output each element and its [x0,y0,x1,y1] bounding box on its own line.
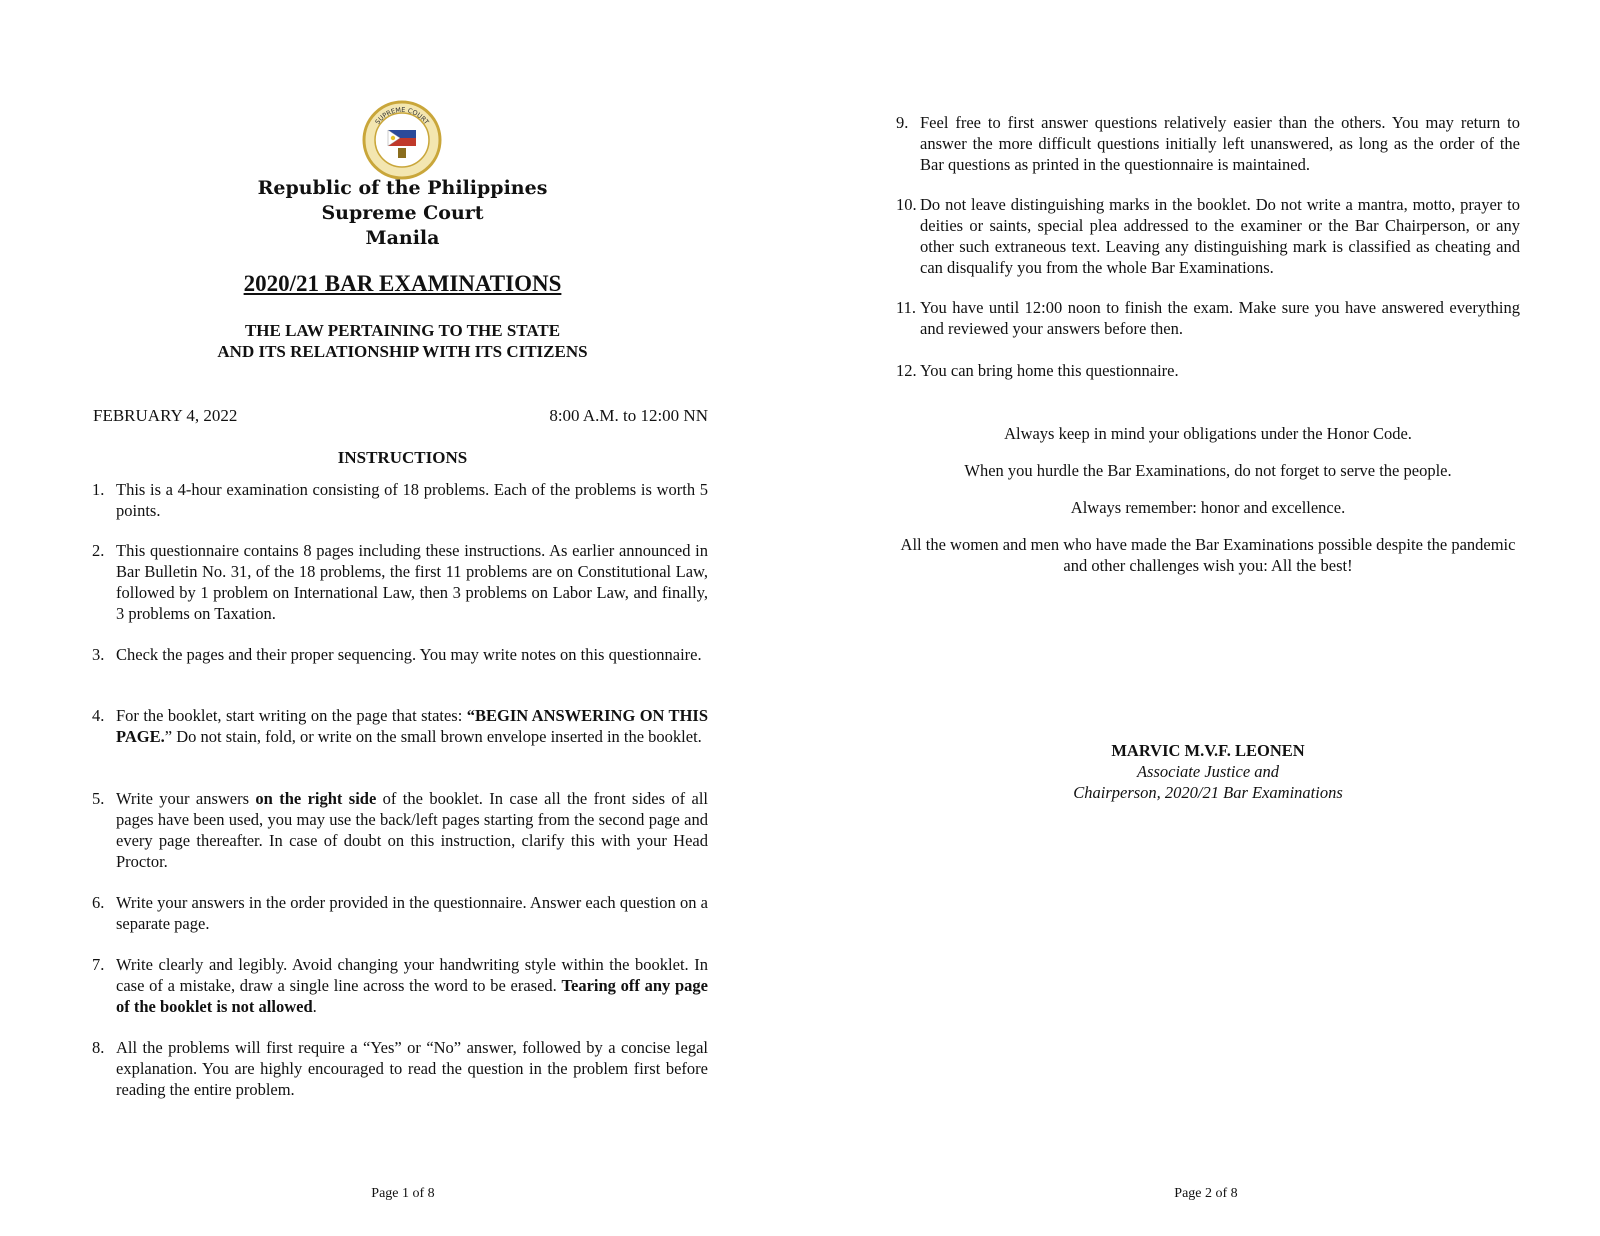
instruction-item [896,297,1520,339]
subject-line-1: THE LAW PERTAINING TO THE STATE [244,321,561,340]
item-text [116,788,708,872]
item-number: 4. [92,706,105,725]
item-number: 1. [92,480,105,499]
item-number: 7. [92,955,105,974]
item-text: This is a 4-hour examination consisting of 18 problems. Each of the problems is worth 5 points. [116,480,708,520]
item-number: 5. [92,789,105,808]
instruction-item [92,705,708,747]
instruction-item [92,540,708,624]
letterhead-country: Republic of the Philippines [257,177,548,199]
item-number: 6. [92,893,105,912]
item-number: 3. [92,645,105,664]
instruction-item [92,479,708,521]
exam-title: 2020/21 BAR EXAMINATIONS [243,271,562,296]
letterhead-court: Supreme Court [321,202,484,224]
item-text: Do not leave distinguishing marks in the booklet. Do not write a mantra, motto, prayer to deities or saints, special plea addressed to the examiner or the Bar Chairperson, or any other such extraneous text. Leaving any distinguishing mark is classified as cheating and can disqualify you from the whole Bar Examinations. [920,195,1520,277]
page-2 [800,0,1600,1236]
item-number: 10. [896,195,917,214]
item-number: 2. [92,541,105,560]
signatory-title-2: Chairperson, 2020/21 Bar Examinations [1073,783,1343,802]
instruction-item [92,788,708,872]
subject-line-2: AND ITS RELATIONSHIP WITH ITS CITIZENS [217,342,588,361]
item-number: 11. [896,298,917,317]
item-text-post: of the booklet. In case all the front sides of all pages have been used, you may use the back/left pages starting from the second page and every page thereafter. In case of doubt on this instruction, clarify this with your Head Proctor. [116,789,708,871]
exam-time: 8:00 A.M. to 12:00 NN [549,406,708,425]
closing-line: All the women and men who have made the Bar Examinations possible despite the pandemic and other challenges wish you: All the best! [900,535,1516,575]
instruction-item [896,360,1520,381]
instruction-item [896,194,1520,278]
instruction-item [92,954,708,1017]
item-text: All the problems will first require a “Yes” or “No” answer, followed by a concise legal explanation. You are highly encouraged to read the question in the problem first before reading the entire problem. [116,1038,708,1099]
letterhead-city: Manila [365,227,440,249]
court-letterhead [200,176,605,251]
item-number: 12. [896,361,917,380]
item-text-bold: Tearing off any page of the booklet is not allowed [116,976,708,1016]
item-text: Check the pages and their proper sequencing. You may write notes on this questionnaire. [116,645,702,664]
signature-block [896,740,1520,803]
signatory-name: MARVIC M.V.F. LEONEN [1111,741,1305,760]
item-number: 8. [92,1038,105,1057]
item-text: You have until 12:00 noon to finish the exam. Make sure you have answered everything and reviewed your answers before then. [920,298,1520,338]
closing-line: Always keep in mind your obligations under the Honor Code. [1004,424,1412,443]
item-number: 9. [896,113,909,132]
item-text-post: . [312,997,317,1016]
instruction-item [896,112,1520,175]
closing-line: Always remember: honor and excellence. [1070,498,1346,517]
item-text-pre: For the booklet, start writing on the page that states: [116,706,467,725]
item-text: This questionnaire contains 8 pages including these instructions. As earlier announced in Bar Bulletin No. 31, of the 18 problems, the first 11 problems are on Constitutional Law, followed by 1 problem on International Law, then 3 problems on Labor Law, and finally, 3 problems on Taxation. [116,541,708,623]
exam-subject [150,320,655,362]
item-text-pre: Write clearly and legibly. Avoid changing your handwriting style within the booklet. In case of a mistake, draw a single line across the word to be erased. [116,955,708,995]
instruction-item [92,644,708,665]
page-footer: Page 2 of 8 [1174,1186,1238,1201]
signatory-title-1: Associate Justice and [1136,762,1280,781]
item-text-pre: Write your answers [116,789,256,808]
item-text: Write your answers in the order provided in the questionnaire. Answer each question on a separate page. [116,893,708,933]
item-text [116,705,708,747]
svg-text:SUPREME COURT: SUPREME COURT [373,105,431,126]
supreme-court-seal-icon [362,100,442,180]
item-text-bold: “BEGIN ANSWERING ON THIS PAGE. [116,706,708,746]
instruction-item [92,892,708,934]
instruction-item [92,1037,708,1100]
exam-date: FEBRUARY 4, 2022 [93,406,238,425]
closing-line: When you hurdle the Bar Examinations, do not forget to serve the people. [964,461,1452,480]
page-footer: Page 1 of 8 [371,1186,435,1201]
item-text-post: ” Do not stain, fold, or write on the small brown envelope inserted in the booklet. [164,727,702,746]
instructions-heading: INSTRUCTIONS [337,448,468,467]
item-text: You can bring home this questionnaire. [920,361,1179,380]
item-text: Feel free to first answer questions relatively easier than the others. You may return to answer the more difficult questions initially left unanswered, as long as the order of the Bar questions as printed in the questionnaire is maintained. [920,113,1520,174]
item-text [116,954,708,1017]
item-text-bold: on the right side [255,789,377,808]
